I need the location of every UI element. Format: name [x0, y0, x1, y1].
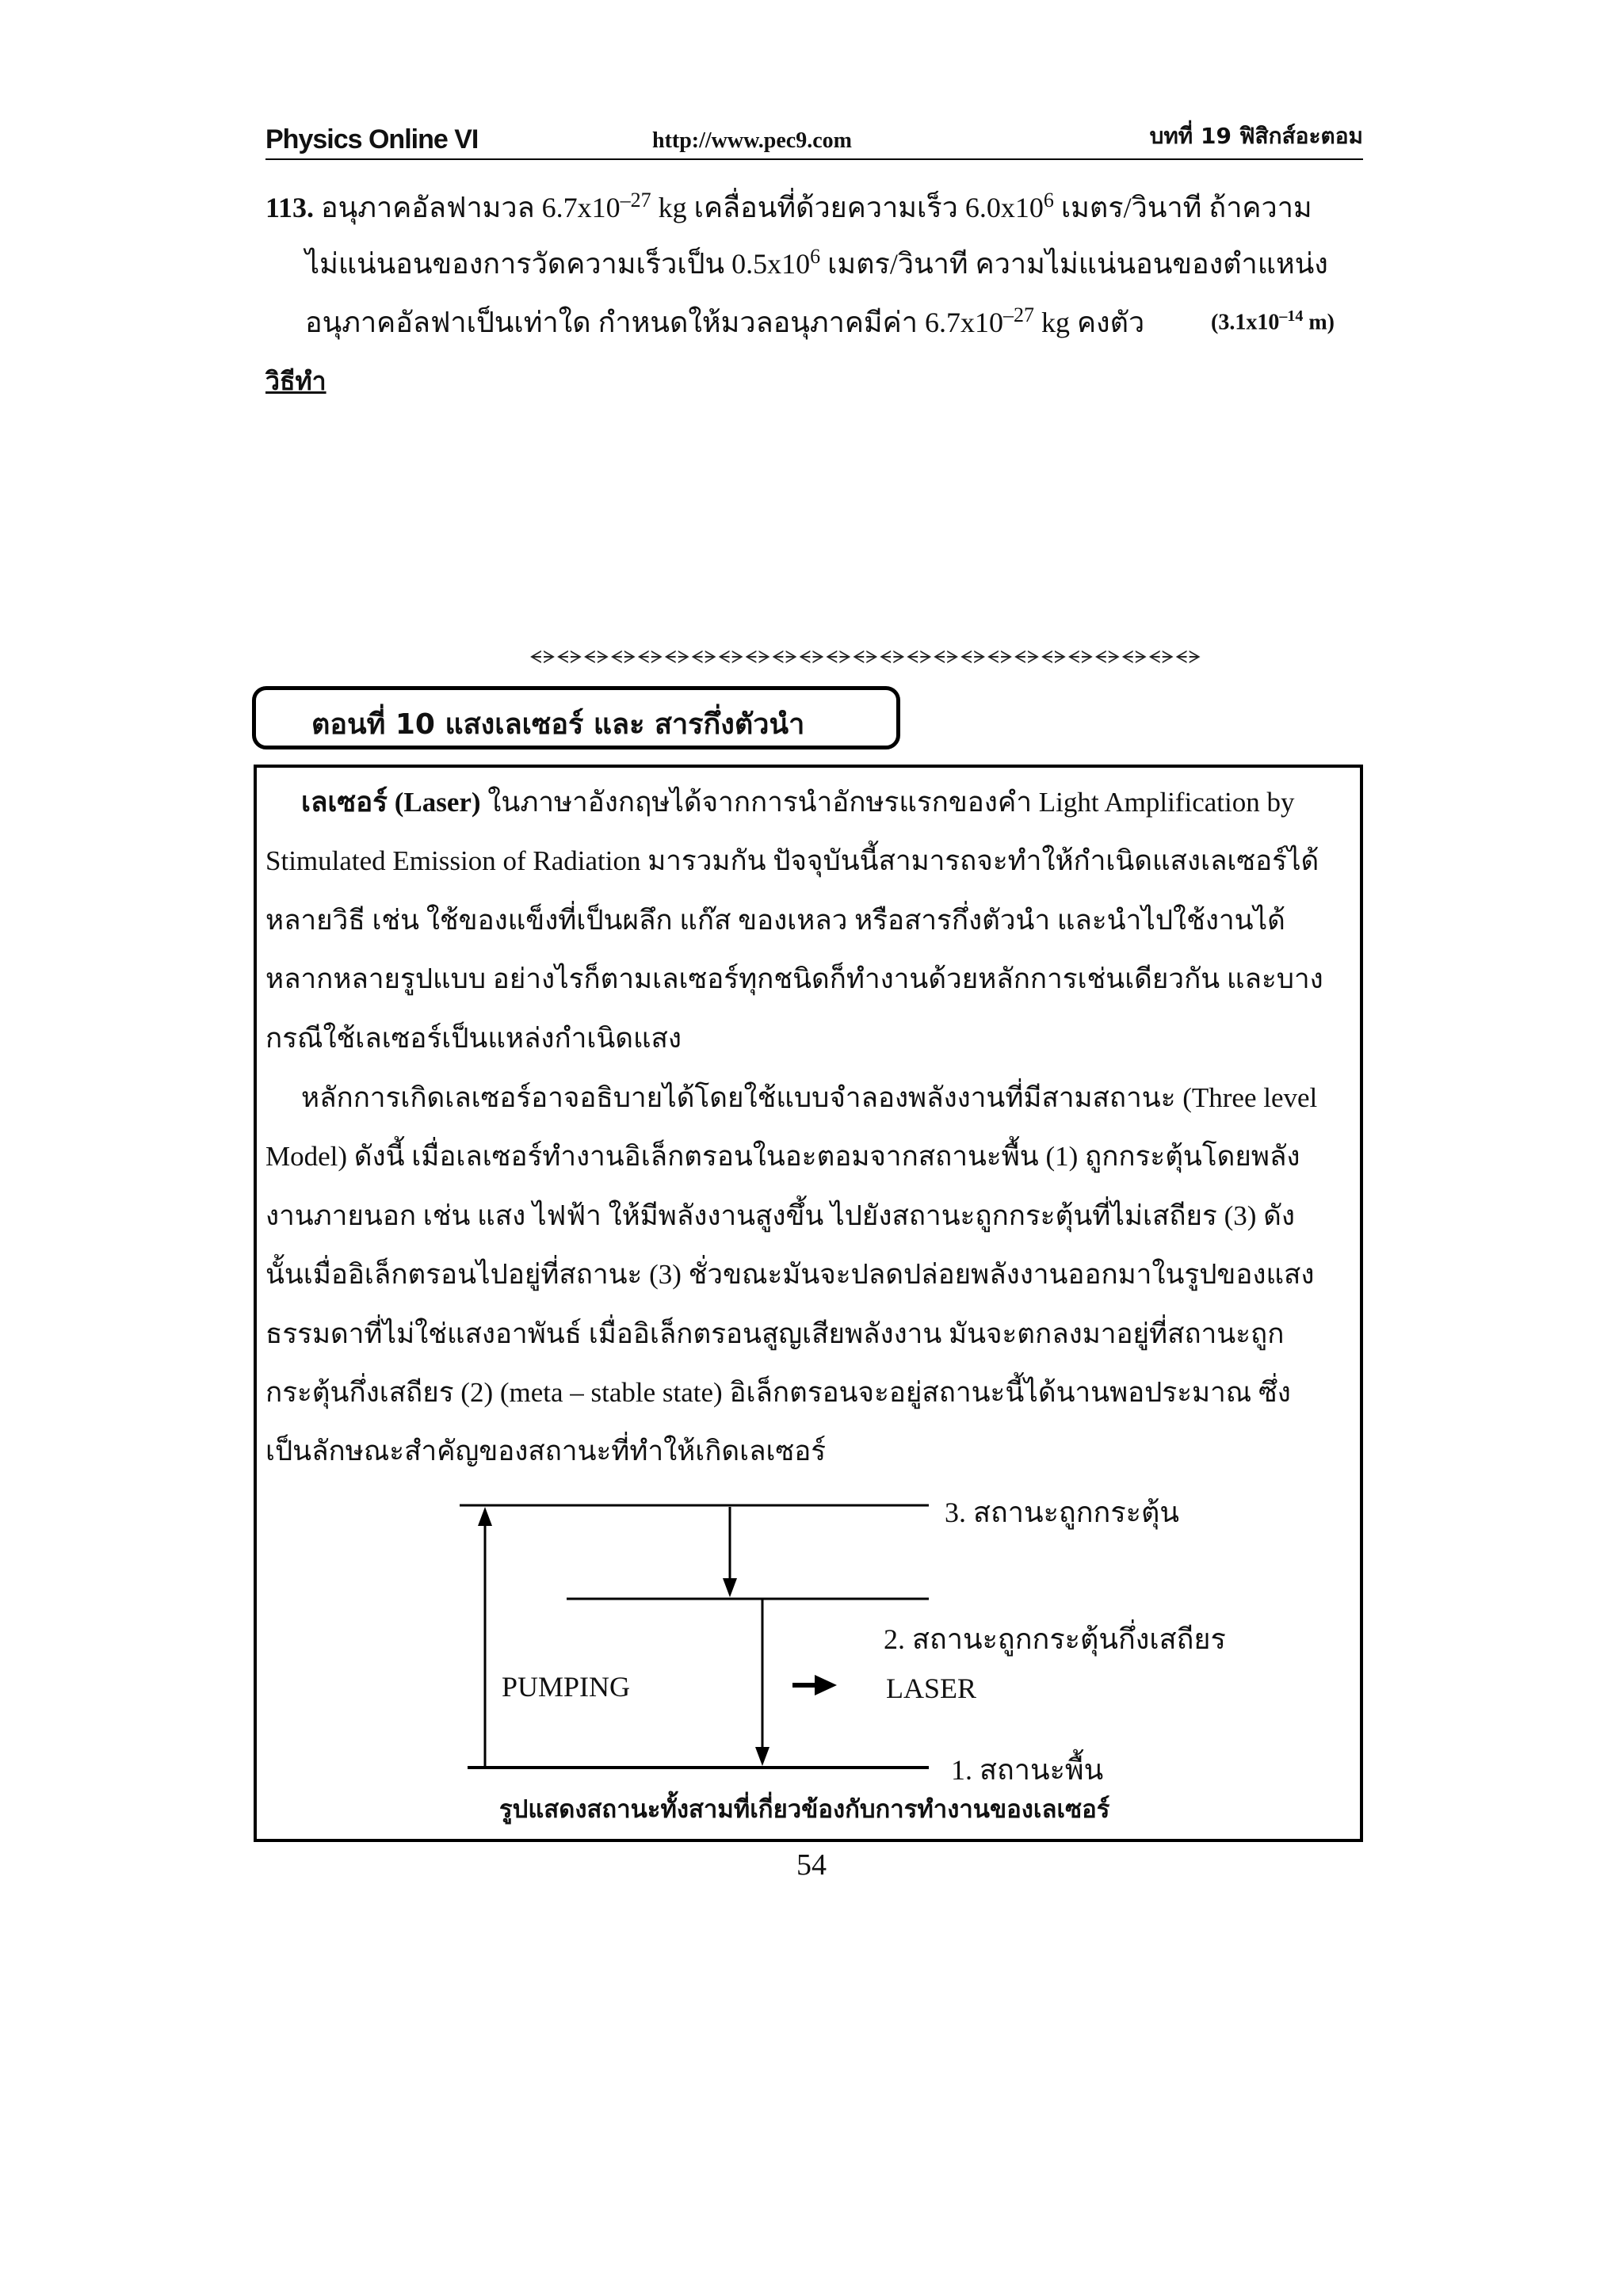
para1-line-5: กรณีใช้เลเซอร์เป็นแหล่งกำเนิดแสง	[265, 1023, 682, 1054]
header-url[interactable]: http://www.pec9.com	[652, 128, 852, 153]
ornament-divider: ᗕᗒᗕᗒᗕᗒᗕᗒᗕᗒᗕᗒᗕᗒᗕᗒᗕᗒᗕᗒᗕᗒᗕᗒᗕᗒᗕᗒᗕᗒᗕᗒᗕᗒᗕᗒᗕᗒᗕᗒᗕᗒᗕᗒᗕᗒᗕᗒᗕᗒ	[529, 648, 1202, 668]
section-title-box	[252, 686, 900, 749]
page-number: 54	[796, 1848, 827, 1882]
level-2-label: 2. สถานะถูกกระตุ้นกึ่งเสถียร	[884, 1623, 1226, 1655]
header-book-title: Physics Online VI	[265, 124, 479, 154]
question-line-2: ไม่แน่นอนของการวัดความเร็วเป็น $0.5x10^6$ เมตร/วินาที ความไม่แน่นอนของตำแหน่ง	[305, 245, 1328, 280]
question-number: 113.	[265, 192, 315, 223]
para2-line-5: ธรรมดาที่ไม่ใช่แสงอาพันธ์ เมื่ออิเล็กตรอนสูญเสียพลังงาน มันจะตกลงมาอยู่ที่สถานะถูก	[265, 1318, 1285, 1349]
laser-transition-arrowhead	[755, 1747, 769, 1766]
para2-line-7: เป็นลักษณะสำคัญของสถานะที่ทำให้เกิดเลเซอร์	[265, 1436, 827, 1466]
para2-line-2: Model) ดังนี้ เมื่อเลเซอร์ทำงานอิเล็กตรอนในอะตอมจากสถานะพื้น (1) ถูกกระตุ้นโดยพลัง	[265, 1141, 1300, 1172]
laser-emission-arrowhead	[815, 1675, 837, 1695]
para1-line-2: Stimulated Emission of Radiation มารวมกัน ปัจจุบันนี้สามารถจะทำให้กำเนิดแสงเลเซอร์ได้	[265, 845, 1319, 876]
solution-heading: วิธีทำ	[265, 366, 327, 396]
level-1-label: 1. สถานะพื้น	[951, 1754, 1104, 1786]
page-header	[265, 123, 1363, 160]
figure-caption: รูปแสดงสถานะทั้งสามที่เกี่ยวข้องกับการทำงานของเลเซอร์	[499, 1795, 1110, 1824]
pumping-label: PUMPING	[502, 1671, 631, 1703]
question-line-1: 113. อนุภาคอัลฟามวล $6.7x10^{-27}$ kg เคลื่อนที่ด้วยความเร็ว $6.0x10^6$ เมตร/วินาที ถ้าความ	[265, 189, 1312, 223]
question-line-3: อนุภาคอัลฟาเป็นเท่าใด กำหนดให้มวลอนุภาคมีค่า $6.7x10^{-27}$ kg คงตัว	[305, 303, 1145, 338]
decay-arrowhead	[723, 1578, 737, 1597]
para1-line-1: เลเซอร์ (Laser) ในภาษาอังกฤษได้จากการนำอักษรแรกของคำ Light Amplification by	[301, 787, 1295, 818]
level-3-label: 3. สถานะถูกกระตุ้น	[945, 1497, 1179, 1528]
para2-line-6: กระตุ้นกึ่งเสถียร (2) (meta – stable state) อิเล็กตรอนจะอยู่สถานะนี้ได้นานพอประมาณ ซึ่ง	[265, 1377, 1291, 1408]
answer: ($3.1x10^{-14}$ m)	[1211, 307, 1335, 335]
pumping-arrowhead	[478, 1507, 492, 1526]
para2-line-3: งานภายนอก เช่น แสง ไฟฟ้า ให้มีพลังงานสูงขึ้น ไปยังสถานะถูกกระตุ้นที่ไม่เสถียร (3) ดัง	[265, 1200, 1295, 1231]
para1-line-4: หลากหลายรูปแบบ อย่างไรก็ตามเลเซอร์ทุกชนิดก็ทำงานด้วยหลักการเช่นเดียวกัน และบาง	[265, 963, 1323, 994]
para2-line-1: หลักการเกิดเลเซอร์อาจอธิบายได้โดยใช้แบบจำลองพลังงานที่มีสามสถานะ (Three level	[301, 1082, 1318, 1113]
para1-line-3: หลายวิธี เช่น ใช้ของแข็งที่เป็นผลึก แก๊ส ของเหลว หรือสารกึ่งตัวนำ และนำไปใช้งานได้	[265, 905, 1285, 936]
laser-label: LASER	[886, 1672, 977, 1704]
para2-line-4: นั้นเมื่ออิเล็กตรอนไปอยู่ที่สถานะ (3) ชั่วขณะมันจะปลดปล่อยพลังงานออกมาในรูปของแสง	[265, 1259, 1315, 1290]
header-chapter: บทที่ 19 ฟิสิกส์อะตอม	[1149, 123, 1363, 149]
laser-term: เลเซอร์ (Laser)	[301, 787, 481, 818]
section-title: ตอนที่ 10 แสงเลเซอร์ และ สารกึ่งตัวนำ	[311, 708, 805, 741]
